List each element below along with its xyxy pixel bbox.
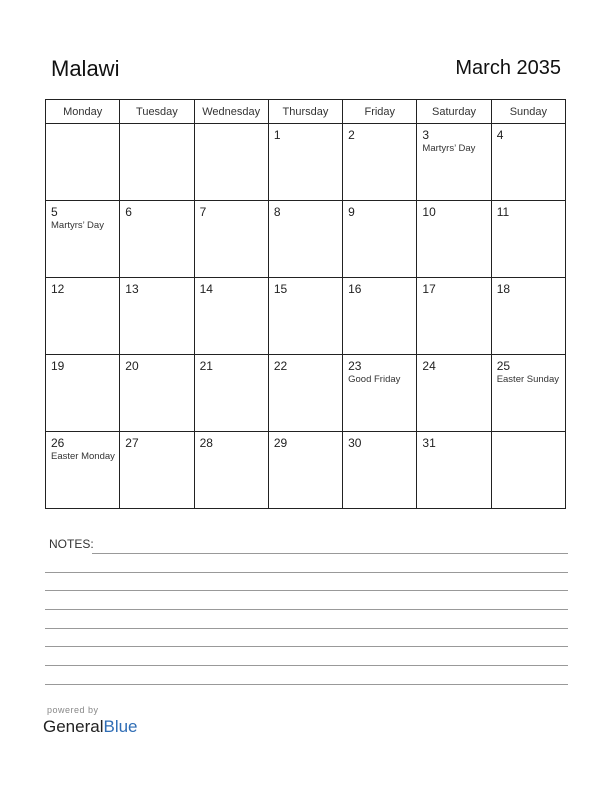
day-number: 29 (273, 436, 288, 450)
day-cell (417, 432, 491, 509)
day-number: 6 (125, 205, 132, 219)
day-cell (46, 124, 120, 201)
day-number: 15 (273, 282, 288, 296)
month-year-title: March 2035 (455, 57, 561, 79)
day-cell (194, 124, 268, 201)
day-number: 11 (496, 205, 510, 219)
day-number: 14 (199, 282, 213, 296)
day-number: 4 (496, 128, 504, 142)
day-cell (268, 355, 342, 432)
note-line (92, 553, 568, 554)
day-number: 17 (422, 282, 436, 296)
day-cell (268, 278, 342, 355)
weekday-header: Friday (343, 100, 417, 124)
day-number: 25 (496, 359, 511, 373)
day-cell (46, 201, 120, 278)
holiday-label: Easter Sunday (496, 374, 560, 385)
note-line (45, 590, 568, 591)
day-number: 27 (125, 436, 139, 450)
holiday-label: Martyrs’ Day (51, 220, 104, 231)
day-cell (120, 355, 194, 432)
day-cell (194, 278, 268, 355)
day-cell (194, 201, 268, 278)
day-cell (46, 355, 120, 432)
note-line (45, 684, 568, 685)
day-number: 23 (348, 359, 362, 373)
day-number: 12 (51, 282, 65, 296)
day-cell (417, 278, 491, 355)
day-number: 22 (273, 359, 288, 373)
day-cell (194, 355, 268, 432)
day-cell (343, 355, 417, 432)
day-number: 13 (125, 282, 139, 296)
weekday-header: Monday (46, 100, 120, 124)
notes-label: NOTES: (49, 537, 94, 551)
day-number: 19 (51, 359, 65, 373)
country-title: Malawi (51, 56, 120, 81)
week-row (46, 355, 566, 432)
day-cell (491, 124, 565, 201)
day-number: 8 (273, 205, 281, 219)
day-cell (343, 201, 417, 278)
day-number: 26 (51, 436, 65, 450)
day-number: 24 (422, 359, 436, 373)
day-cell (46, 278, 120, 355)
day-cell (491, 432, 565, 509)
day-cell (417, 201, 491, 278)
holiday-label: Good Friday (348, 374, 401, 385)
day-number: 10 (422, 205, 436, 219)
calendar-grid (45, 99, 566, 509)
day-cell (268, 201, 342, 278)
holiday-label: Martyrs’ Day (422, 143, 476, 154)
week-row (46, 432, 566, 509)
day-cell (491, 201, 565, 278)
day-cell (417, 124, 491, 201)
day-number: 3 (422, 128, 430, 142)
weekday-header: Thursday (268, 100, 342, 124)
weekday-header: Saturday (417, 100, 491, 124)
day-cell (343, 432, 417, 509)
note-line (45, 609, 568, 610)
day-cell (194, 432, 268, 509)
day-cell (268, 432, 342, 509)
day-cell (343, 278, 417, 355)
day-number: 31 (422, 436, 436, 450)
day-cell (491, 355, 565, 432)
day-number: 5 (51, 205, 58, 219)
week-row (46, 278, 566, 355)
day-number: 20 (125, 359, 139, 373)
day-cell (120, 124, 194, 201)
day-cell (46, 432, 120, 509)
note-line (45, 572, 568, 573)
day-number: 2 (348, 128, 355, 142)
day-cell (120, 201, 194, 278)
weekday-header-row (46, 100, 566, 124)
day-cell (120, 278, 194, 355)
day-cell (417, 355, 491, 432)
day-cell (268, 124, 342, 201)
day-number: 7 (199, 205, 207, 219)
brand-logo (43, 717, 138, 737)
note-line (45, 665, 568, 666)
day-cell (491, 278, 565, 355)
note-line (45, 628, 568, 629)
week-row (46, 201, 566, 278)
day-cell (343, 124, 417, 201)
day-number: 1 (273, 128, 281, 142)
week-row (46, 124, 566, 201)
weekday-header: Sunday (491, 100, 565, 124)
day-number: 21 (199, 359, 213, 373)
day-number: 16 (348, 282, 362, 296)
day-number: 9 (348, 205, 355, 219)
holiday-label: Easter Monday (51, 451, 115, 462)
brand-general: General (43, 717, 104, 736)
weekday-header: Wednesday (194, 100, 268, 124)
day-number: 28 (199, 436, 213, 450)
note-line (45, 646, 568, 647)
powered-by-text: powered by (47, 705, 99, 715)
day-number: 18 (496, 282, 511, 296)
day-cell (120, 432, 194, 509)
day-number: 30 (348, 436, 362, 450)
calendar-body (46, 124, 566, 509)
brand-blue: Blue (103, 717, 138, 736)
weekday-header: Tuesday (120, 100, 194, 124)
